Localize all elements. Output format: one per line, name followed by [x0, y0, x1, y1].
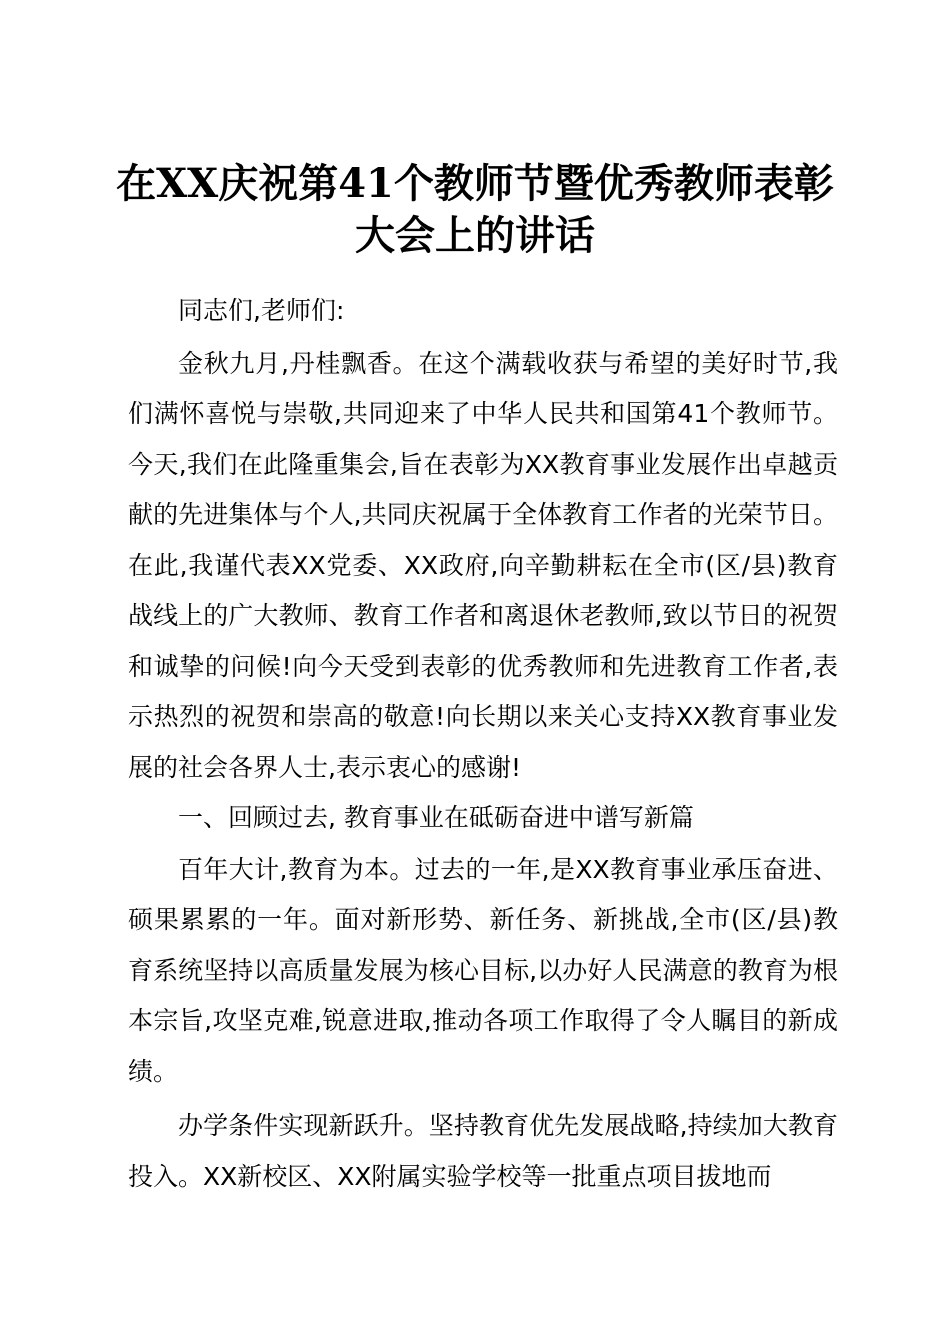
section-paragraph: 办学条件实现新跃升。坚持教育优先发展战略,持续加大教育投入。XX新校区、XX附属实验学校等一批重点项目拔地而 — [128, 1111, 838, 1191]
opening-paragraph: 金秋九月,丹桂飘香。在这个满载收获与希望的美好时节,我们满怀喜悦与崇敬,共同迎来了中华人民共和国第41个教师节。今天,我们在此隆重集会,旨在表彰为XX教育事业发展作出卓越贡献的先进集体与个人,共同庆祝属于全体教育工作者的光荣节日。在此,我谨代表XX党委、XX政府,向辛勤耕耘在全市(区/县)教育战线上的广大教师、教育工作者和离退休老教师,致以节日的祝贺和诚挚的问候!向今天受到表彰的优秀教师和先进教育工作者,表示热烈的祝贺和崇高的敬意!向长期以来关心支持XX教育事业发展的社会各界人士,表示衷心的感谢! — [128, 348, 838, 782]
document-body — [128, 286, 838, 1202]
section-paragraph: 百年大计,教育为本。过去的一年,是XX教育事业承压奋进、硕果累累的一年。面对新形势、新任务、新挑战,全市(区/县)教育系统坚持以高质量发展为核心目标,以办好人民满意的教育为根本宗旨,攻坚克难,锐意进取,推动各项工作取得了令人瞩目的新成绩。 — [128, 854, 838, 1086]
document-title: 在XX庆祝第41个教师节暨优秀教师表彰大会上的讲话 — [116, 160, 834, 259]
salutation: 同志们,老师们: — [178, 296, 345, 325]
section-heading: 一、回顾过去, 教育事业在砥砺奋进中谱写新篇 — [178, 803, 694, 832]
